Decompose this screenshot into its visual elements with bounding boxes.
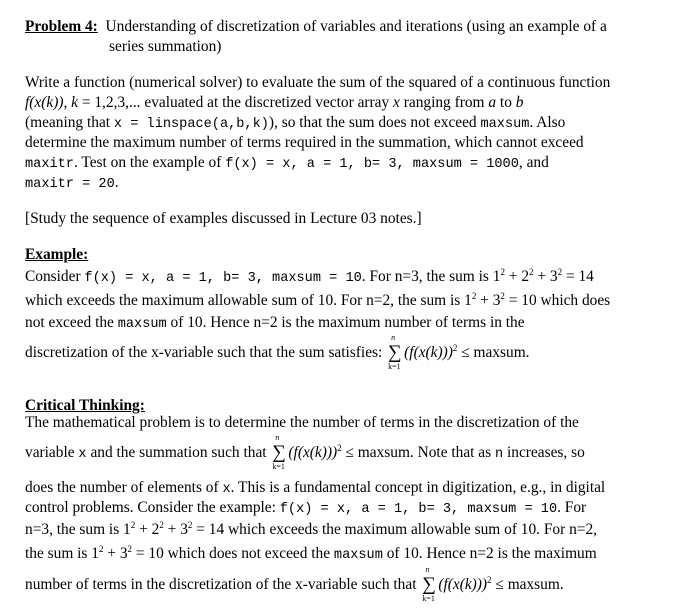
problem-title-line-2: series summation) bbox=[109, 38, 222, 55]
example-line-3: not exceed the maxsum of 10. Hence n=2 is the maximum number of terms in the bbox=[25, 314, 525, 332]
critical-line-5: n=3, the sum is $1^2 + 2^2 + 3^2 = 14$ which exceeds the maximum allowable sum of 10. For n=2, bbox=[25, 520, 598, 538]
critical-line-4: control problems. Consider the example: f(x) = x, a = 1, b= 3, maxsum = 10. For bbox=[25, 499, 587, 517]
example-line-4: discretization of the x-variable such that the sum satisfies: n ∑ k=1 $(f(x(k)))^2$ ≤ maxsum. bbox=[25, 333, 530, 371]
critical-heading: Critical Thinking: bbox=[25, 397, 145, 414]
critical-line-1: The mathematical problem is to determine the number of terms in the discretization of the bbox=[25, 414, 579, 431]
study-note: [Study the sequence of examples discussed in Lecture 03 notes.] bbox=[25, 210, 422, 227]
problem-title-line-1 bbox=[25, 18, 607, 36]
description-line-1: Write a function (numerical solver) to evaluate the sum of the squared of a continuous function bbox=[25, 74, 611, 91]
problem-label: Problem 4: bbox=[25, 18, 98, 35]
description-line-4: determine the maximum number of terms required in the summation, which cannot exceed bbox=[25, 134, 584, 151]
summation-symbol: n ∑ k=1 bbox=[422, 565, 436, 603]
example-line-2: which exceeds the maximum allowable sum of 10. For n=2, the sum is $1^2 + 3^2 = 10$ which does bbox=[25, 291, 611, 309]
description-line-3: (meaning that x = linspace(a,b,k)), so that the sum does not exceed maxsum. Also bbox=[25, 114, 566, 132]
description-line-5: maxitr. Test on the example of f(x) = x, a = 1, b= 3, maxsum = 1000, and bbox=[25, 154, 549, 172]
summation-symbol: n ∑ k=1 bbox=[388, 333, 402, 371]
critical-line-7: number of terms in the discretization of the x-variable such that n ∑ k=1 $(f(x(k)))^2$ ≤ maxsum. bbox=[25, 565, 564, 603]
example-line-1: Consider f(x) = x, a = 1, b= 3, maxsum = 10. For n=3, the sum is $1^2 + 2^2 + 3^2 = 14$ bbox=[25, 267, 594, 286]
critical-line-2: variable x and the summation such that n ∑ k=1 $(f(x(k)))^2$ ≤ maxsum. Note that as n increases, so bbox=[25, 433, 585, 471]
critical-line-3: does the number of elements of x. This is a fundamental concept in digitization, e.g., in digital bbox=[25, 479, 606, 497]
example-heading: Example: bbox=[25, 246, 89, 263]
summation-symbol: n ∑ k=1 bbox=[272, 433, 286, 471]
description-line-6: maxitr = 20. bbox=[25, 174, 119, 192]
critical-line-6: the sum is $1^2 + 3^2 = 10$ which does not exceed the maxsum of 10. Hence n=2 is the maximum bbox=[25, 544, 597, 563]
problem-title: Understanding of discretization of variables and iterations (using an example of a bbox=[105, 18, 607, 35]
description-line-2: f(x(k)), k = 1,2,3,... evaluated at the discretized vector array x ranging from a to b bbox=[25, 94, 524, 111]
